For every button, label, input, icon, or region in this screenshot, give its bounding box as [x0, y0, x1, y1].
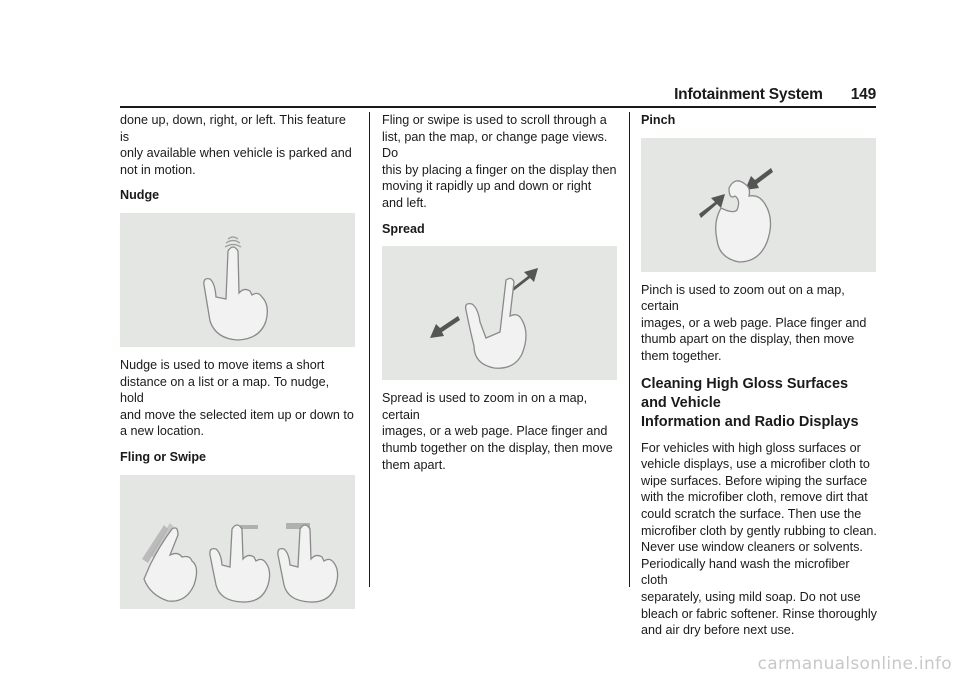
- cleaning-section-heading: [641, 375, 877, 432]
- spread-text-line: images, or a web page. Place finger and: [382, 424, 608, 439]
- nudge-label: Nudge: [120, 188, 160, 203]
- hand-icon: [278, 525, 338, 602]
- section-title-header: Infotainment System: [674, 86, 823, 103]
- arrow-down-left-icon: [430, 316, 460, 338]
- intro-line: only available when vehicle is parked and: [120, 146, 352, 161]
- heading-line: Cleaning High Gloss Surfaces and Vehicle: [641, 375, 849, 411]
- fling-gesture-illustration: [120, 475, 355, 609]
- cleaning-text-line: with the microfiber cloth, remove dirt that: [641, 490, 868, 505]
- arrow-up-right-icon: [510, 268, 538, 292]
- cleaning-text-line: microfiber cloth by gently rubbing to clean.: [641, 523, 877, 538]
- column-2: [382, 112, 618, 473]
- column-1: [120, 112, 356, 619]
- fling-text-line: Fling or swipe is used to scroll through a: [382, 113, 607, 127]
- fling-figure: [120, 475, 355, 609]
- pinch-label: Pinch: [641, 113, 676, 127]
- hand-icon: [716, 180, 771, 261]
- cleaning-text-line: Periodically hand wash the microfiber cloth: [641, 556, 850, 588]
- spread-text-line: thumb together on the display, then move: [382, 440, 613, 455]
- fling-text-line: and left.: [382, 195, 427, 210]
- intro-line: not in motion.: [120, 162, 196, 177]
- pinch-text-line: them together.: [641, 348, 722, 363]
- column-divider: [629, 112, 630, 587]
- hand-icon: [210, 525, 270, 602]
- heading-line: Information and Radio Displays: [641, 413, 859, 430]
- cleaning-text-line: wipe surfaces. Before wiping the surface: [641, 473, 868, 488]
- nudge-text-line: a new location.: [120, 424, 205, 439]
- cleaning-text-line: Never use window cleaners or solvents.: [641, 540, 863, 555]
- pinch-figure: [641, 138, 876, 272]
- header-rule: [120, 106, 876, 108]
- fling-text-line: moving it rapidly up and down or right: [382, 179, 592, 194]
- page-number: 149: [850, 86, 876, 103]
- cleaning-text-line: separately, using mild soap. Do not use: [641, 589, 861, 604]
- cleaning-text-line: For vehicles with high gloss surfaces or: [641, 440, 861, 455]
- column-3: [641, 112, 877, 639]
- spread-text-line: Spread is used to zoom in on a map, certain: [382, 391, 588, 422]
- page-header: [120, 84, 876, 106]
- hand-icon: [466, 279, 526, 369]
- hand-icon: [144, 527, 197, 600]
- pinch-text-line: thumb apart on the display, then move: [641, 332, 855, 347]
- pinch-gesture-illustration: [641, 138, 876, 272]
- spread-text-line: them apart.: [382, 457, 446, 472]
- nudge-gesture-illustration: [120, 213, 355, 347]
- spread-label: Spread: [382, 221, 425, 236]
- pinch-text-line: images, or a web page. Place finger and: [641, 315, 867, 330]
- cleaning-text-line: bleach or fabric softener. Rinse thoroughly: [641, 606, 877, 621]
- pinch-text-line: Pinch is used to zoom out on a map, certain: [641, 282, 845, 314]
- nudge-text-line: distance on a list or a map. To nudge, hold: [120, 374, 330, 406]
- nudge-text-line: Nudge is used to move items a short: [120, 357, 325, 372]
- column-divider: [369, 112, 370, 587]
- intro-line: done up, down, right, or left. This feature is: [120, 113, 346, 144]
- arrow-down-left-icon: [745, 168, 773, 190]
- fling-label: Fling or Swipe: [120, 449, 207, 464]
- nudge-figure: [120, 213, 355, 347]
- spread-figure: [382, 246, 617, 380]
- fling-text-line: this by placing a finger on the display then: [382, 162, 617, 177]
- cleaning-text-line: could scratch the surface. Then use the: [641, 506, 862, 521]
- fling-text-line: list, pan the map, or change page views. Do: [382, 129, 608, 161]
- hand-icon: [204, 247, 267, 340]
- watermark: carmanualsonline.info: [757, 654, 952, 674]
- nudge-text-line: and move the selected item up or down to: [120, 407, 354, 422]
- tap-motion-lines: [225, 237, 241, 247]
- cleaning-text-line: vehicle displays, use a microfiber cloth to: [641, 457, 870, 472]
- spread-gesture-illustration: [382, 246, 617, 380]
- cleaning-text-line: and air dry before next use.: [641, 623, 795, 638]
